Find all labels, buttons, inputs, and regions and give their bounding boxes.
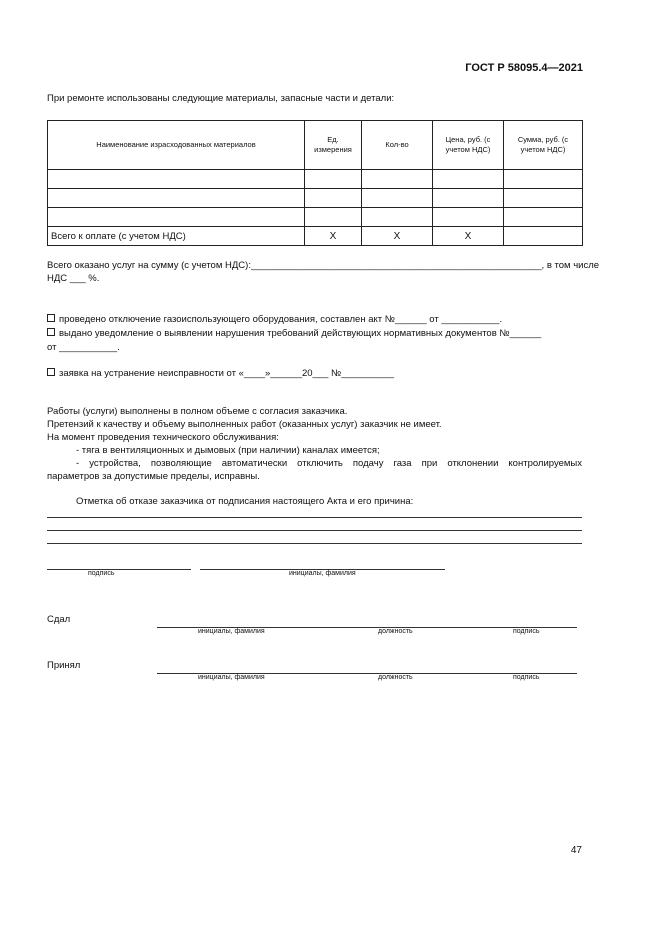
- caption-position: должность: [378, 628, 413, 635]
- statement-no-claims: Претензий к качеству и объему выполненных работ (оказанных услуг) заказчик не имеет.: [47, 419, 442, 430]
- materials-intro: При ремонте использованы следующие материалы, запасные части и детали:: [47, 93, 395, 104]
- table-total-row: [48, 227, 583, 246]
- col-header-qty: Кол-во: [362, 121, 433, 170]
- customer-signature-line[interactable]: [47, 569, 191, 570]
- refusal-line[interactable]: [47, 530, 582, 531]
- checkbox[interactable]: [47, 314, 55, 322]
- caption-signature: подпись: [513, 674, 540, 681]
- table-row: [48, 189, 583, 208]
- col-header-price: Цена, руб. (с учетом НДС): [433, 121, 504, 170]
- check-item-disconnect: проведено отключение газоиспользующего оборудования, составлен акт №______ от ___________.: [47, 313, 502, 326]
- refusal-label: Отметка об отказе заказчика от подписания настоящего Акта и его причина:: [76, 496, 414, 507]
- table-header-row: [48, 121, 583, 170]
- caption-initials: инициалы, фамилия: [289, 570, 356, 577]
- caption-initials: инициалы, фамилия: [198, 674, 265, 681]
- total-label: Всего к оплате (с учетом НДС): [48, 227, 305, 246]
- col-header-name: Наименование израсходованных материалов: [48, 121, 305, 170]
- total-mark: X: [433, 227, 504, 246]
- refusal-line[interactable]: [47, 517, 582, 518]
- caption-signature: подпись: [88, 570, 115, 577]
- bullet-devices: - устройства, позволяющие автоматически отключить подачу газа при отклонении контролируемых: [76, 458, 582, 469]
- check-item-notice-date: от ___________.: [47, 342, 120, 353]
- total-mark: X: [362, 227, 433, 246]
- statement-at-moment: На момент проведения технического обслуживания:: [47, 432, 279, 443]
- bullet-draft: - тяга в вентиляционных и дымовых (при наличии) каналах имеется;: [76, 445, 380, 456]
- materials-table: [47, 120, 583, 246]
- handed-over-label: Сдал: [47, 614, 71, 625]
- caption-position: должность: [378, 674, 413, 681]
- table-row: [48, 208, 583, 227]
- check-item-notice: выдано уведомление о выявлении нарушения требований действующих нормативных документов №______: [47, 327, 541, 340]
- table-row: [48, 170, 583, 189]
- services-total-line: Всего оказано услуг на сумму (с учетом НДС):_______________________________________________________, в том числе: [47, 260, 600, 271]
- received-label: Принял: [47, 660, 81, 671]
- total-mark: X: [305, 227, 362, 246]
- page-number: 47: [570, 845, 582, 856]
- standard-code: ГОСТ Р 58095.4—2021: [465, 62, 583, 74]
- caption-signature: подпись: [513, 628, 540, 635]
- bullet-devices-cont: параметров за допустимые пределы, исправны.: [47, 471, 260, 482]
- checkbox[interactable]: [47, 328, 55, 336]
- vat-line: НДС ___ %.: [47, 273, 100, 284]
- caption-initials: инициалы, фамилия: [198, 628, 265, 635]
- refusal-line[interactable]: [47, 543, 582, 544]
- checkbox[interactable]: [47, 368, 55, 376]
- statement-completed: Работы (услуги) выполнены в полном объеме с согласия заказчика.: [47, 406, 348, 417]
- total-sum-cell[interactable]: [504, 227, 583, 246]
- col-header-sum: Сумма, руб. (с учетом НДС): [504, 121, 583, 170]
- check-item-request: заявка на устранение неисправности от «____»______20___ №__________: [47, 367, 394, 380]
- col-header-unit: Ед. измерения: [305, 121, 362, 170]
